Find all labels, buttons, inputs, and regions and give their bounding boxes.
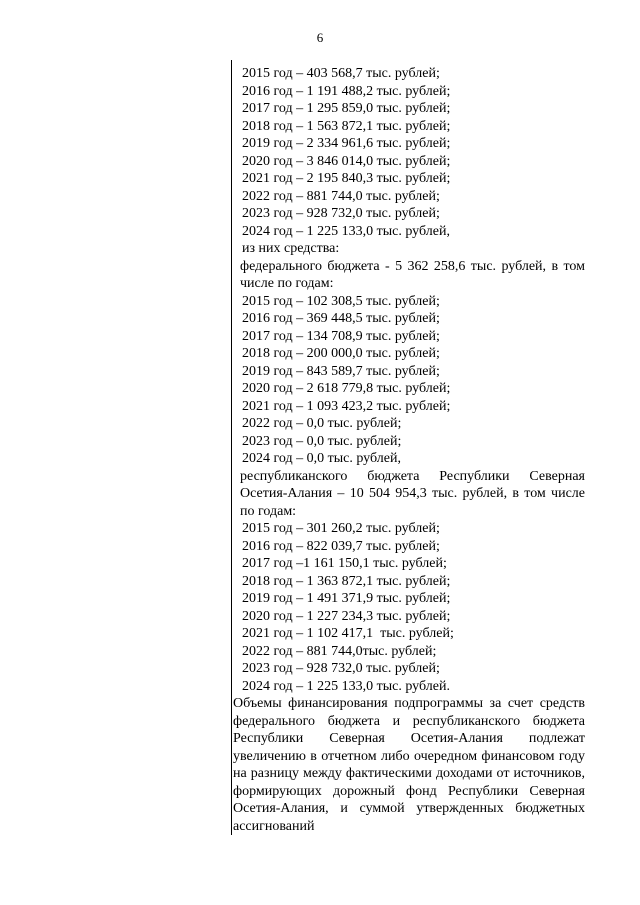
year-amount-line: 2016 год – 822 039,7 тыс. рублей; [242,538,440,554]
year-amount-line: 2019 год – 843 589,7 тыс. рублей; [242,363,440,379]
year-amount-line: 2020 год – 3 846 014,0 тыс. рублей; [242,153,451,169]
year-amount-line: 2023 год – 0,0 тыс. рублей; [242,433,402,449]
year-amount-line: 2017 год –1 161 150,1 тыс. рублей; [242,556,447,571]
republic-by-year-list [233,520,585,695]
republic-budget-intro: республиканского бюджета Республики Северная Осетия-Алания – 10 504 954,3 тыс. рублей, в том числе по годам: [240,468,585,519]
federal-budget-intro: федерального бюджета - 5 362 258,6 тыс. рублей, в том числе по годам: [240,258,585,291]
year-amount-line: 2015 год – 301 260,2 тыс. рублей; [242,521,440,536]
year-amount-line: 2015 год – 102 308,5 тыс. рублей; [242,293,440,309]
year-amount-line: 2018 год – 1 363 872,1 тыс. рублей; [242,573,451,589]
financing-text-block [233,65,585,835]
year-amount-line: 2021 год – 1 093 423,2 тыс. рублей; [242,398,451,414]
table-cell-border [231,60,232,835]
year-amount-line: 2019 год – 2 334 961,6 тыс. рублей; [242,136,451,151]
year-amount-line: 2023 год – 928 732,0 тыс. рублей; [242,661,440,676]
year-amount-line: 2018 год – 1 563 872,1 тыс. рублей; [242,118,451,134]
year-amount-line: 2024 год – 1 225 133,0 тыс. рублей, [242,223,450,239]
year-amount-line: 2022 год – 881 744,0тыс. рублей; [242,643,437,659]
year-amount-line: 2016 год – 1 191 488,2 тыс. рублей; [242,83,451,99]
year-amount-line: 2017 год – 1 295 859,0 тыс. рублей; [242,101,451,116]
year-amount-line: 2021 год – 1 102 417,1 тыс. рублей; [242,626,454,641]
year-amount-line: 2017 год – 134 708,9 тыс. рублей; [242,328,440,344]
page-number: 6 [316,30,324,45]
year-amount-line: 2015 год – 403 568,7 тыс. рублей; [242,66,440,81]
year-amount-line: 2020 год – 1 227 234,3 тыс. рублей; [242,608,451,624]
year-amount-line: 2022 год – 881 744,0 тыс. рублей; [242,188,440,204]
year-amount-line: 2024 год – 0,0 тыс. рублей, [242,451,401,466]
year-amount-line: 2016 год – 369 448,5 тыс. рублей; [242,311,440,326]
year-amount-line: 2020 год – 2 618 779,8 тыс. рублей; [242,381,451,396]
final-paragraph: Объемы финансирования подпрограммы за счет средств федерального бюджета и республиканского бюджета Республики Северная Осетия-Алания подлежат увеличению в отчетном либо очередном финансовом году на разницу между фактическими доходами от источников, формирующих дорожный фонд Республики Северная Осетия-Алания, и суммой утвержденных бюджетных ассигнований [233,696,585,834]
year-amount-line: 2019 год – 1 491 371,9 тыс. рублей; [242,591,451,606]
total-by-year-list [233,65,585,240]
year-amount-line: 2021 год – 2 195 840,3 тыс. рублей; [242,171,451,186]
year-amount-line: 2022 год – 0,0 тыс. рублей; [242,416,402,431]
of-which-label: из них средства: [242,241,340,256]
year-amount-line: 2018 год – 200 000,0 тыс. рублей; [242,346,440,361]
federal-by-year-list [233,293,585,468]
year-amount-line: 2023 год – 928 732,0 тыс. рублей; [242,206,440,221]
year-amount-line: 2024 год – 1 225 133,0 тыс. рублей. [242,678,450,694]
